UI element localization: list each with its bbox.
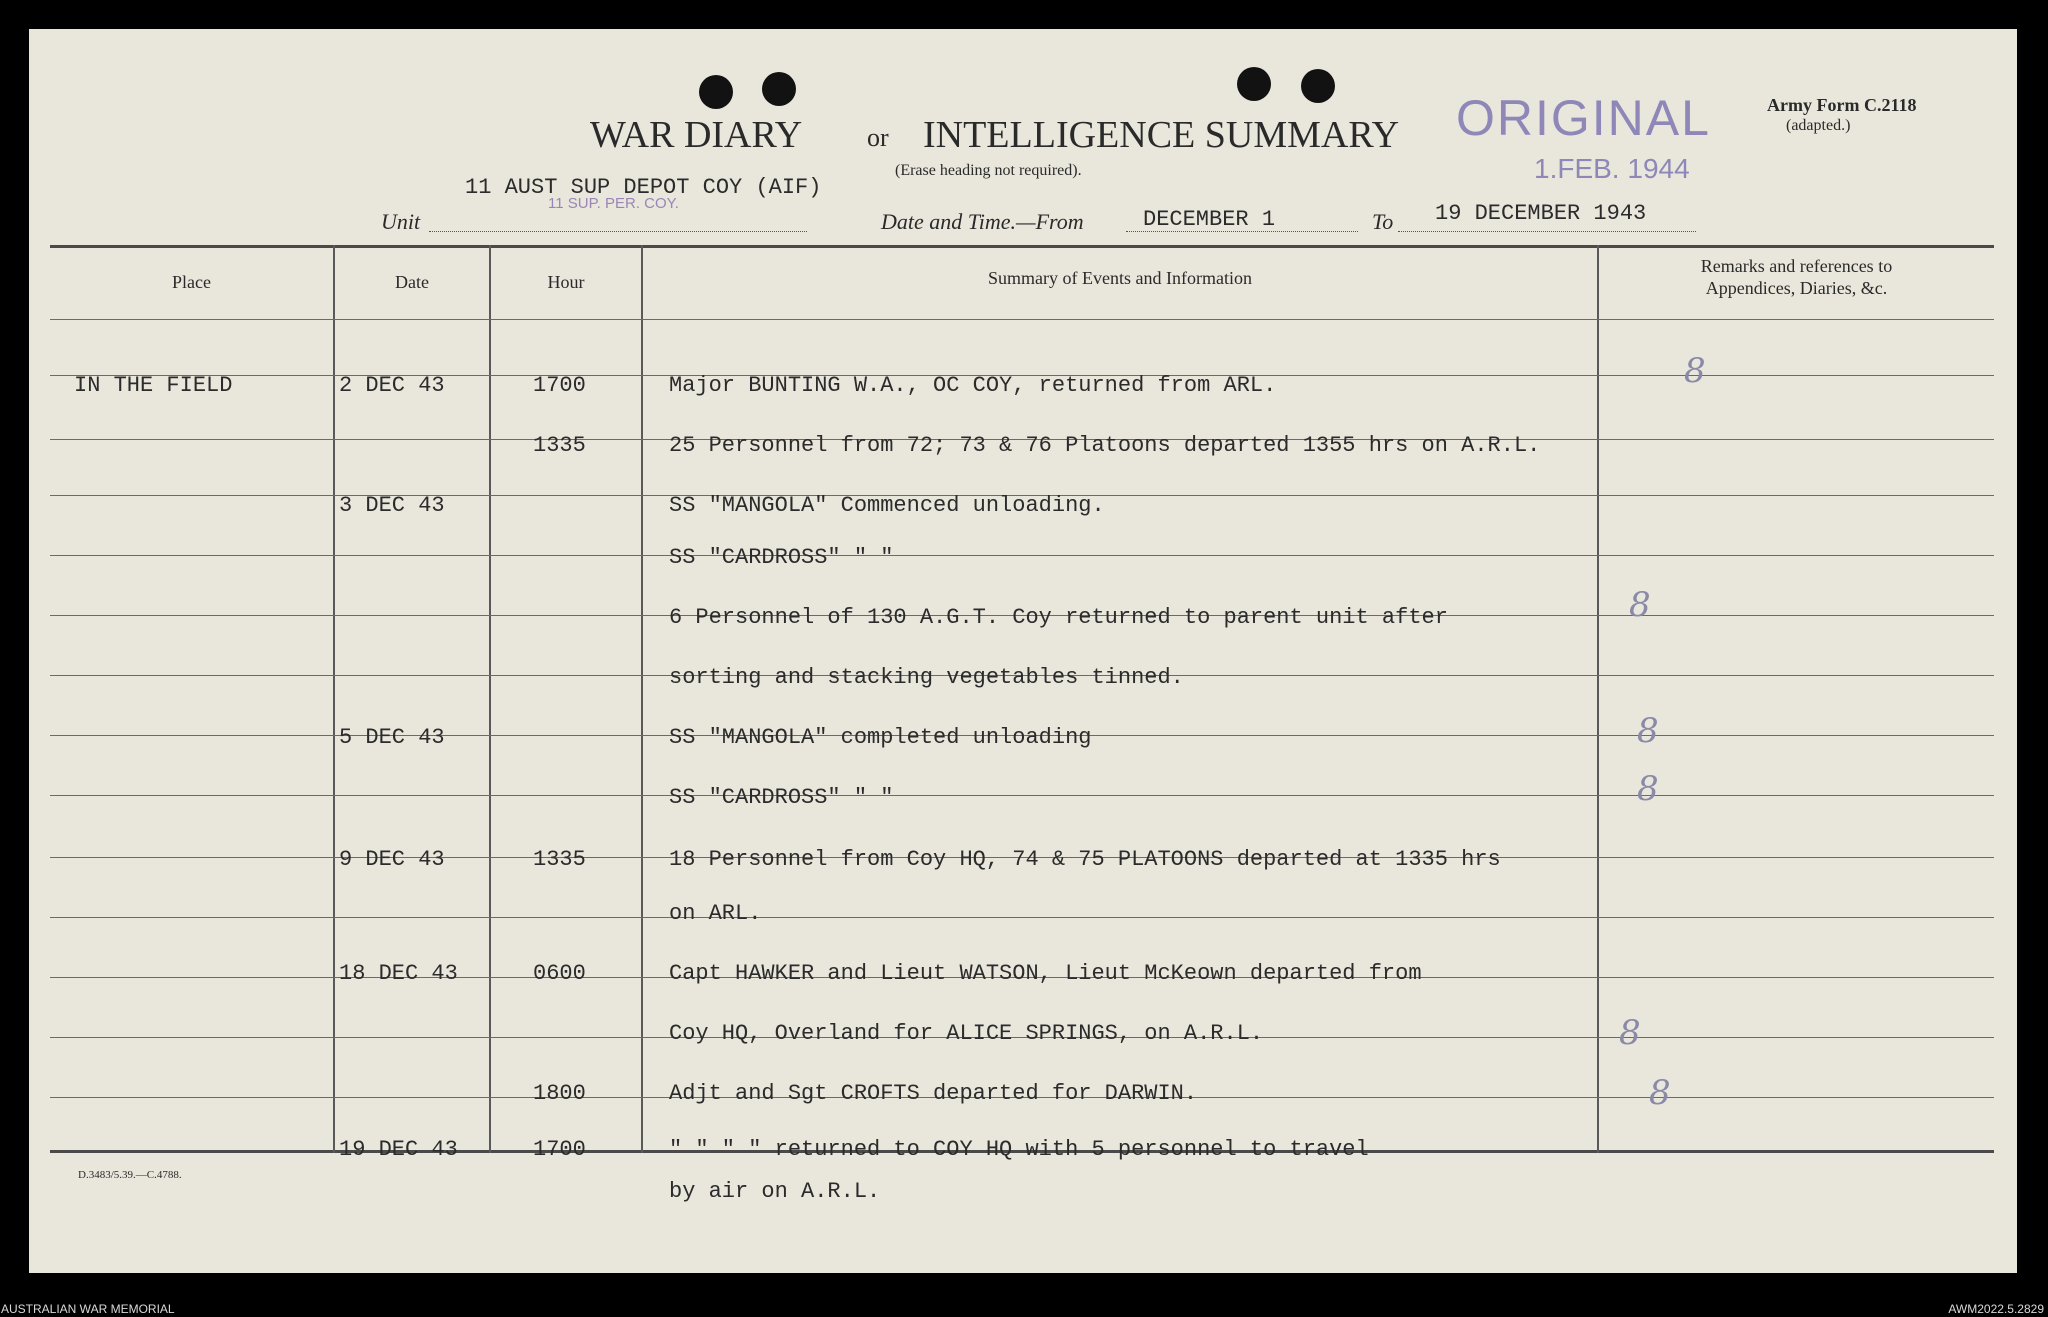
entry-summary: " " " " returned to COY HQ with 5 personnel to travel [669, 1137, 1369, 1162]
unit-dotted-line [429, 231, 807, 232]
table-rule-line [50, 917, 1994, 918]
adapted-note: (adapted.) [1786, 117, 1851, 134]
col-divider-hour [641, 245, 643, 1153]
to-label: To [1372, 209, 1394, 234]
col-divider-place [333, 245, 335, 1153]
col-divider-summary [1597, 245, 1599, 1153]
print-code: D.3483/5.39.—C.4788. [78, 1169, 182, 1181]
table-rule-line [50, 319, 1994, 320]
entry-date: 5 DEC 43 [339, 725, 445, 750]
entry-summary: 6 Personnel of 130 A.G.T. Coy returned to parent unit after [669, 605, 1448, 630]
entry-summary: Capt HAWKER and Lieut WATSON, Lieut McKeown departed from [669, 961, 1422, 986]
entry-hour: 0600 [533, 961, 586, 986]
entry-hour: 1335 [533, 433, 586, 458]
entry-summary: Adjt and Sgt CROFTS departed for DARWIN. [669, 1081, 1198, 1106]
header-remarks-line2: Appendices, Diaries, &c. [1705, 278, 1888, 298]
entry-summary: 25 Personnel from 72; 73 & 76 Platoons departed 1355 hrs on A.R.L. [669, 433, 1541, 458]
erase-note: (Erase heading not required). [895, 162, 1082, 179]
entry-summary: SS "CARDROSS" " " [669, 785, 894, 810]
entry-date: 3 DEC 43 [339, 493, 445, 518]
entry-summary: SS "CARDROSS" " " [669, 545, 894, 570]
handwritten-mark: 8 [1637, 711, 1659, 751]
header-remarks-line1: Remarks and references to [1700, 256, 1893, 276]
from-value: DECEMBER 1 [1143, 207, 1276, 232]
col-divider-date [489, 245, 491, 1153]
army-form: Army Form C.2118 [1767, 95, 1917, 115]
entry-summary: on ARL. [669, 901, 762, 926]
received-date-stamp: 1.FEB. 1944 [1534, 153, 1690, 184]
header-date: Date [395, 272, 429, 292]
punch-hole [1301, 69, 1335, 103]
original-stamp: ORIGINAL [1456, 90, 1711, 146]
handwritten-mark: 8 [1649, 1073, 1671, 1113]
entry-summary: SS "MANGOLA" completed unloading [669, 725, 1092, 750]
entry-hour: 1700 [533, 373, 586, 398]
entry-date: 2 DEC 43 [339, 373, 445, 398]
handwritten-mark: 8 [1629, 585, 1651, 625]
title-war-diary: WAR DIARY [590, 114, 803, 156]
footer-credit: AUSTRALIAN WAR MEMORIAL [1, 1302, 175, 1316]
unit-value: 11 AUST SUP DEPOT COY (AIF) [465, 175, 822, 200]
footer-reference: AWM2022.5.2829 [1948, 1302, 2044, 1316]
unit-label: Unit [381, 209, 421, 234]
handwritten-mark: 8 [1684, 351, 1706, 391]
handwritten-mark: 8 [1637, 769, 1659, 809]
table-top-border [50, 245, 1994, 248]
date-time-label: Date and Time.—From [881, 209, 1084, 234]
entry-date: 9 DEC 43 [339, 847, 445, 872]
punch-hole [699, 75, 733, 109]
entry-summary: Major BUNTING W.A., OC COY, returned from ARL. [669, 373, 1277, 398]
handwritten-mark: 8 [1619, 1013, 1641, 1053]
table-rule-line [50, 795, 1994, 796]
entry-summary: SS "MANGOLA" Commenced unloading. [669, 493, 1105, 518]
unit-stamp: 11 SUP. PER. COY. [548, 195, 679, 212]
to-value: 19 DECEMBER 1943 [1435, 201, 1647, 226]
header-hour: Hour [547, 272, 585, 292]
entry-hour: 1335 [533, 847, 586, 872]
entry-hour: 1700 [533, 1137, 586, 1162]
entry-summary: by air on A.R.L. [669, 1179, 881, 1204]
punch-hole [762, 72, 796, 106]
header-place: Place [172, 272, 211, 292]
entry-hour: 1800 [533, 1081, 586, 1106]
entry-place: IN THE FIELD [74, 373, 233, 398]
to-dotted-line [1398, 231, 1696, 232]
entry-date: 19 DEC 43 [339, 1137, 458, 1162]
diary-page [29, 29, 2017, 1273]
entry-date: 18 DEC 43 [339, 961, 458, 986]
punch-hole [1237, 67, 1271, 101]
title-intelligence-summary: INTELLIGENCE SUMMARY [923, 114, 1400, 156]
entry-summary: 18 Personnel from Coy HQ, 74 & 75 PLATOONS departed at 1335 hrs [669, 847, 1501, 872]
entry-summary: Coy HQ, Overland for ALICE SPRINGS, on A.R.L. [669, 1021, 1264, 1046]
title-or: or [867, 123, 889, 152]
entry-summary: sorting and stacking vegetables tinned. [669, 665, 1184, 690]
header-summary: Summary of Events and Information [988, 268, 1252, 288]
table-rule-line [50, 555, 1994, 556]
